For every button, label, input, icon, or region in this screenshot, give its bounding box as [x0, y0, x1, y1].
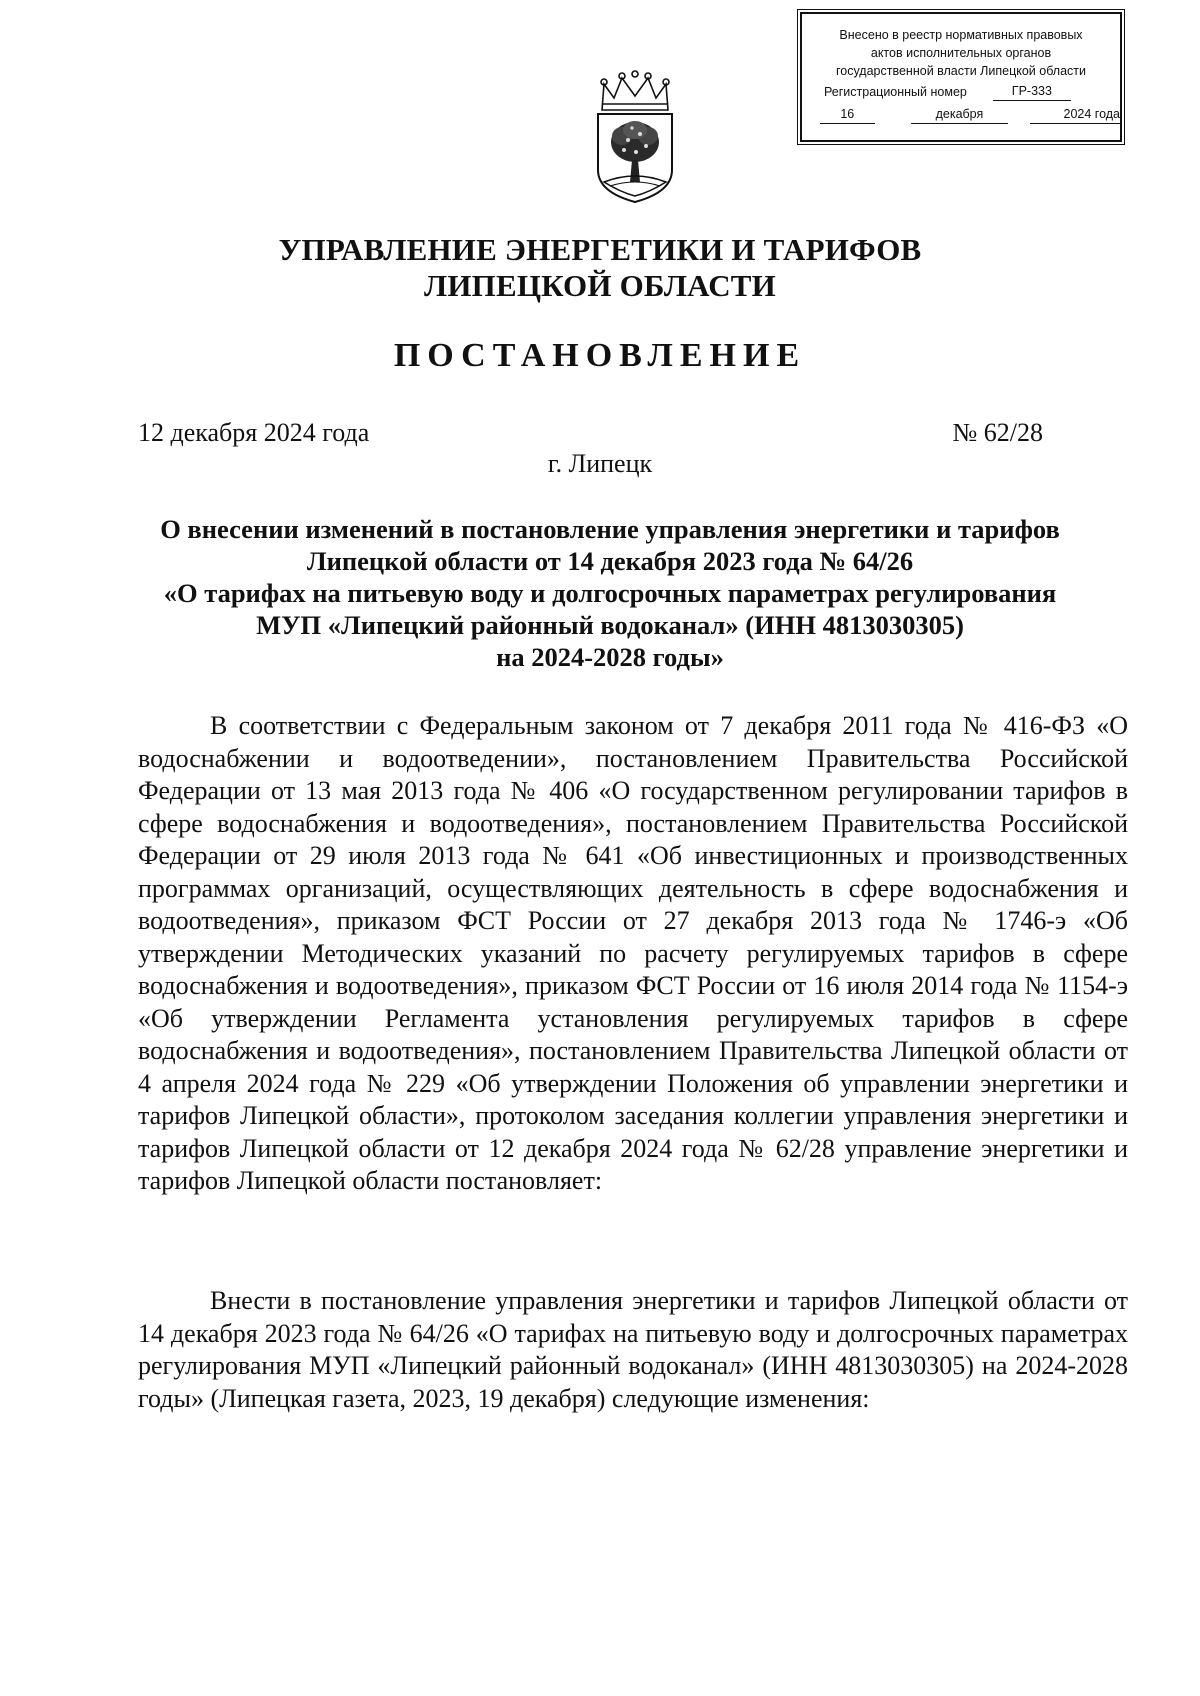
registry-date-row [802, 105, 1120, 124]
title-line-4: МУП «Липецкий районный водоканал» (ИНН 4813030305) [256, 610, 964, 640]
registry-line-1: Внесено в реестр нормативных правовых [839, 28, 1083, 42]
registry-line-3: государственной власти Липецкой области [835, 64, 1087, 78]
registry-number-row [802, 82, 1120, 101]
agency-name-line-2: ЛИПЕЦКОЙ ОБЛАСТИ [424, 268, 776, 303]
registry-line-2: актов исполнительных органов [870, 46, 1052, 60]
registry-year: 2024 года [1030, 105, 1120, 124]
lipetsk-coat-of-arms-icon [590, 70, 680, 205]
registry-month: декабря [911, 105, 1009, 124]
registry-stamp [800, 12, 1122, 142]
body-paragraph-2: Внести в постановление управления энергетики и тарифов Липецкой области от 14 декабря 2023 года № 64/26 «О тарифах на питьевую воду и долгосрочных параметрах регулирования МУП «Липецкий районный водоканал» (ИНН 4813030305) на 2024-2028 годы» (Липецкая газета, 2023, 19 декабря) следующие изменения: [138, 1286, 1128, 1413]
title-line-3: «О тарифах на питьевую воду и долгосрочных параметрах регулирования [163, 578, 1057, 608]
document-type: ПОСТАНОВЛЕНИЕ [393, 337, 807, 374]
document-date-row [138, 418, 1043, 448]
document-number: № 62/28 [952, 418, 1043, 447]
document-city: г. Липецк [547, 449, 653, 478]
registry-number-value: ГР-333 [993, 82, 1071, 101]
body-paragraph-1: В соответствии с Федеральным законом от 7 декабря 2011 года № 416-ФЗ «О водоснабжении и водоотведении», постановлением Правительства Российской Федерации от 13 мая 2013 года № 406 «О государственном регулировании тарифов в сфере водоснабжения и водоотведения», постановлением Правительства Российской Федерации от 29 июля 2013 года № 641 «Об инвестиционных и производственных программах организаций, осуществляющих деятельность в сфере водоснабжения и водоотведения», приказом ФСТ России от 27 декабря 2013 года № 1746-э «Об утверждении Методических указаний по расчету регулируемых тарифов в сфере водоснабжения и водоотведения», приказом ФСТ России от 16 июля 2014 года № 1154-э «Об утверждении Регламента установления регулируемых тарифов в сфере водоснабжения и водоотведения», постановлением Правительства Липецкой области от 4 апреля 2024 года № 229 «Об утверждении Положения об управлении энергетики и тарифов Липецкой области», протоколом заседания коллегии управления энергетики и тарифов Липецкой области от 12 декабря 2024 года № 62/28 управление энергетики и тарифов Липецкой области постановляет: [138, 711, 1128, 1195]
document-date: 12 декабря 2024 года [138, 418, 370, 447]
title-line-2: Липецкой области от 14 декабря 2023 года № 64/26 [306, 546, 914, 576]
title-line-1: О внесении изменений в постановление управления энергетики и тарифов [160, 514, 1060, 544]
registry-day: 16 [820, 105, 875, 124]
title-line-5: на 2024-2028 годы» [496, 642, 724, 672]
registry-number-label: Регистрационный номер [824, 85, 967, 99]
agency-name [0, 232, 1200, 304]
document-title [110, 513, 1110, 673]
agency-name-line-1: УПРАВЛЕНИЕ ЭНЕРГЕТИКИ И ТАРИФОВ [278, 232, 922, 267]
